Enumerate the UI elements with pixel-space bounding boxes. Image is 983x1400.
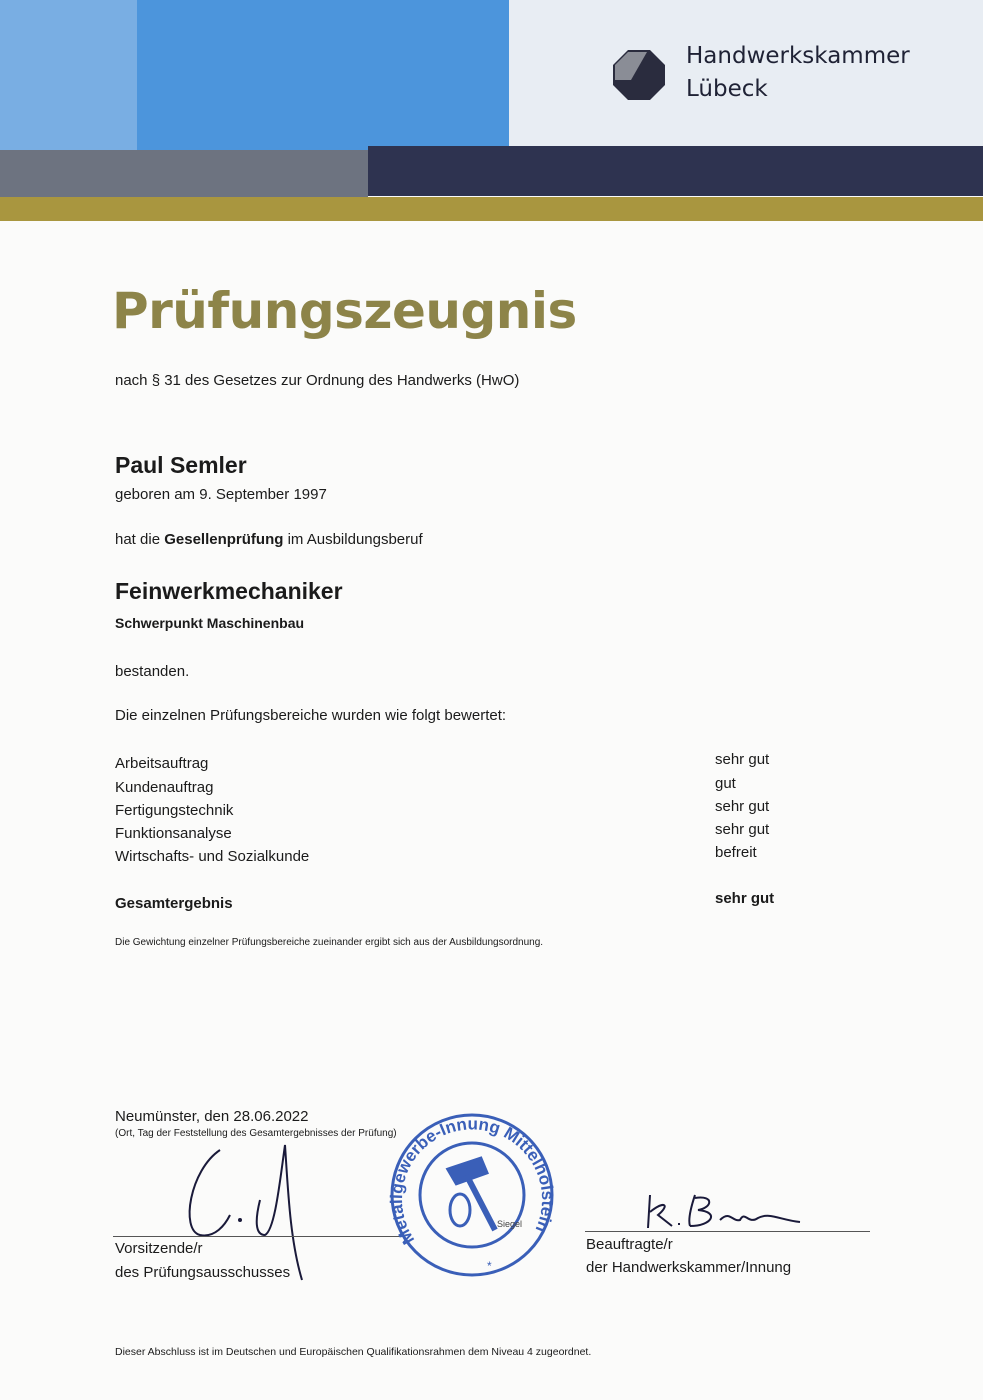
exam-type: Gesellenprüfung bbox=[164, 531, 284, 548]
result-area: Funktionsanalyse bbox=[115, 825, 232, 842]
handwerkskammer-logo-icon bbox=[613, 50, 665, 100]
place-date: Neumünster, den 28.06.2022 bbox=[115, 1108, 309, 1125]
result-grade: sehr gut bbox=[715, 798, 770, 815]
signature-right bbox=[640, 1190, 810, 1235]
result-area: Fertigungstechnik bbox=[115, 802, 234, 819]
signature-line-right bbox=[585, 1231, 870, 1232]
weighting-note: Die Gewichtung einzelner Prüfungsbereiche zueinander ergibt sich aus der Ausbildungsordnung. bbox=[115, 937, 544, 948]
result-grade: sehr gut bbox=[715, 751, 770, 768]
header-band-gray bbox=[0, 150, 368, 198]
result-grade: sehr gut bbox=[715, 821, 770, 838]
passed: bestanden. bbox=[115, 663, 190, 680]
sig-left-line2: des Prüfungsausschusses bbox=[115, 1264, 291, 1281]
total-label: Gesamtergebnis bbox=[115, 895, 233, 912]
org-line-2: Lübeck bbox=[686, 76, 768, 102]
exam-post: im Ausbildungsberuf bbox=[283, 531, 423, 548]
svg-text:Siegel: Siegel bbox=[497, 1219, 523, 1229]
official-seal bbox=[385, 1110, 560, 1280]
total-grade: sehr gut bbox=[715, 890, 775, 907]
results-intro: Die einzelnen Prüfungsbereiche wurden wie folgt bewertet: bbox=[115, 707, 507, 724]
exam-pre: hat die bbox=[115, 531, 165, 548]
result-area: Arbeitsauftrag bbox=[115, 755, 209, 772]
svg-text:Metallgewerbe-Innung Mittelhol: Metallgewerbe-Innung Mittelholstein bbox=[387, 1114, 558, 1248]
birth-date: geboren am 9. September 1997 bbox=[115, 486, 327, 503]
sig-right-line1: Beauftragte/r bbox=[586, 1236, 673, 1253]
result-area: Wirtschafts- und Sozialkunde bbox=[115, 848, 310, 865]
organization-name bbox=[686, 40, 910, 106]
signature-line-left bbox=[113, 1236, 403, 1237]
result-grade: gut bbox=[715, 775, 736, 792]
recipient-name: Paul Semler bbox=[115, 452, 247, 478]
sig-left-line1: Vorsitzende/r bbox=[115, 1240, 203, 1257]
subtitle: nach § 31 des Gesetzes zur Ordnung des Handwerks (HwO) bbox=[115, 372, 520, 389]
profession: Feinwerkmechaniker bbox=[115, 578, 343, 604]
header-band-gold bbox=[0, 197, 983, 221]
org-line-1: Handwerkskammer bbox=[686, 43, 910, 69]
place-date-caption: (Ort, Tag der Feststellung des Gesamtergebnisses der Prüfung) bbox=[115, 1128, 397, 1139]
document-title: Prüfungszeugnis bbox=[112, 282, 577, 340]
sig-right-line2: der Handwerkskammer/Innung bbox=[586, 1259, 792, 1276]
footer-note: Dieser Abschluss ist im Deutschen und Europäischen Qualifikationsrahmen dem Niveau 4 zugeordnet. bbox=[115, 1346, 592, 1358]
svg-text:*: * bbox=[487, 1259, 492, 1273]
exam-statement bbox=[115, 531, 423, 548]
focus: Schwerpunkt Maschinenbau bbox=[115, 615, 305, 631]
result-area: Kundenauftrag bbox=[115, 779, 214, 796]
header-band-blue bbox=[137, 0, 509, 150]
result-grade: befreit bbox=[715, 844, 757, 861]
header-band-light-blue bbox=[0, 0, 137, 150]
header-band-navy bbox=[368, 146, 983, 196]
